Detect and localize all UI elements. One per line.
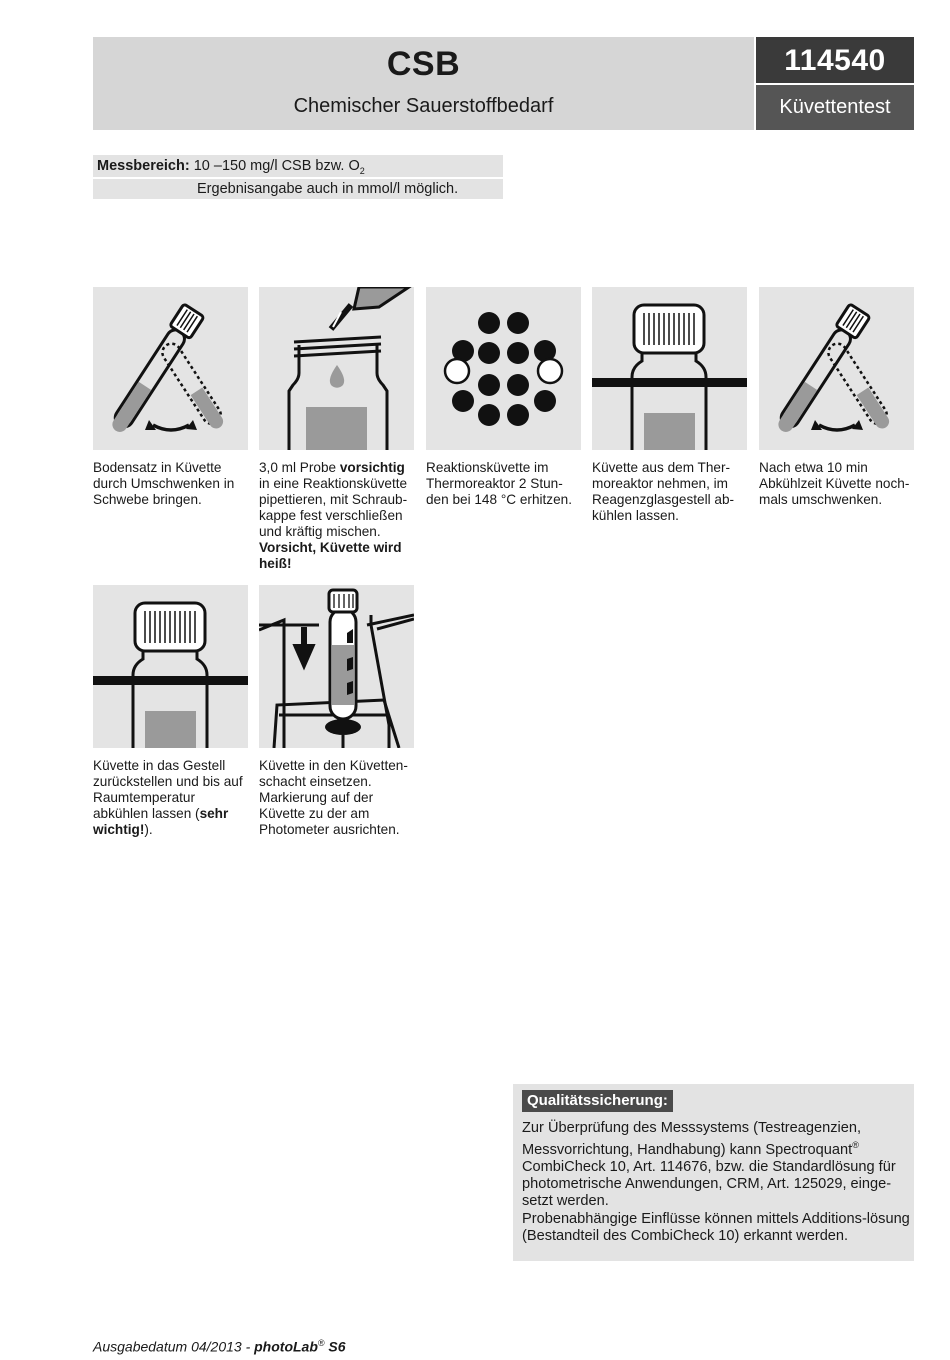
step-6-caption: Küvette in das Gestell zurückstellen und bis auf Raumtemperatur abkühlen lassen (sehr wichtig!).: [93, 758, 243, 837]
quality-paragraph-1: Zur Überprüfung des Messsystems (Testreagenzien, Messvorrichtung, Handhabung) kann Spectroquant® CombiCheck 10, Art. 114676, bzw. die Standardlösung für photometrische Anwendungen, CRM, Art. 125029, einge-setzt werden.: [522, 1120, 896, 1209]
step-7-illustration: [259, 585, 414, 748]
range-value: 10 –150 mg/l CSB bzw. $O_2$: [193, 158, 365, 176]
photometer-slot-icon: [259, 585, 414, 748]
step-5-caption: Nach etwa 10 min Abkühlzeit Küvette noch- mals umschwenken.: [759, 460, 910, 507]
step-6-illustration: [93, 585, 248, 748]
quality-assurance-panel: [513, 1084, 914, 1261]
range-note-row: [93, 179, 503, 199]
article-number: 114540: [756, 37, 914, 83]
step-2-caption: 3,0 ml Probe vorsichtig in eine Reaktionsküvette pipettieren, mit Schraub-kappe fest verschließen und kräftig mischen. Vorsicht, Küvette wird heiß!: [259, 460, 408, 571]
step-3-caption: Reaktionsküvette im Thermoreaktor 2 Stun- den bei 148 °C erhitzen.: [426, 460, 573, 507]
measuring-range: [93, 155, 503, 177]
swirl-tube-icon: [759, 287, 914, 450]
header-banner: [93, 37, 754, 130]
step-7-caption: Küvette in den Küvetten- schacht einsetzen. Markierung auf der Küvette zu der am Photometer ausrichten.: [259, 758, 408, 837]
thermoreactor-icon: [426, 287, 581, 450]
step-4-caption: Küvette aus dem Ther- moreaktor nehmen, im Reagenzglasgestell ab- kühlen lassen.: [592, 460, 735, 523]
quality-paragraph-2: Probenabhängige Einflüsse können mittels Additions-lösung (Bestandteil des CombiCheck 10) erkannt werden.: [522, 1211, 910, 1244]
step-1-caption: Bodensatz in Küvette durch Umschwenken in Schwebe bringen.: [93, 460, 235, 507]
test-type-label: Küvettentest: [756, 85, 914, 130]
step-2-illustration: [259, 287, 414, 450]
range-note: Ergebnisangabe auch in mmol/l möglich.: [197, 181, 459, 197]
quality-title: Qualitätssicherung:: [522, 1090, 673, 1112]
range-label: Messbereich:: [97, 158, 190, 174]
pipette-icon: [259, 287, 414, 450]
step-3-illustration: [426, 287, 581, 450]
step-1-illustration: [93, 287, 248, 450]
page-title: CSB: [386, 45, 461, 83]
page-subtitle: Chemischer Sauerstoffbedarf: [293, 95, 554, 117]
step-5-illustration: [759, 287, 914, 450]
footer: Ausgabedatum 04/2013 - photoLab® S6: [93, 1338, 346, 1355]
swirl-tube-icon: [93, 287, 248, 450]
step-4-illustration: [592, 287, 747, 450]
cuvette-rack-icon: [93, 585, 248, 748]
cuvette-rack-icon: [592, 287, 747, 450]
